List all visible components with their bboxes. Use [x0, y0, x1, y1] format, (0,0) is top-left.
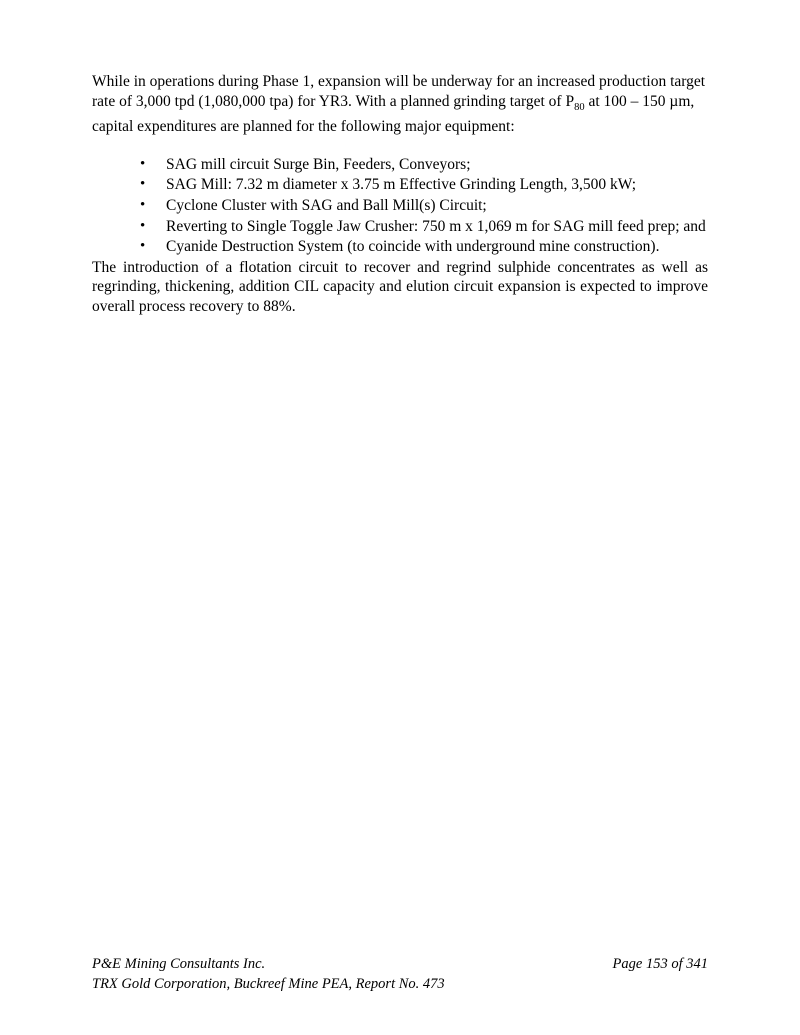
footer-report-reference: TRX Gold Corporation, Buckreef Mine PEA, Report No. 473: [92, 976, 445, 992]
footer-line-1: [92, 955, 708, 974]
footer-page-number: Page 153 of 341: [612, 956, 708, 972]
bullet-icon: •: [140, 217, 146, 234]
list-item: [92, 237, 708, 258]
bullet-icon: •: [140, 238, 146, 255]
intro-paragraph: [92, 72, 708, 137]
list-item-label: Cyanide Destruction System (to coincide with underground mine construction).: [166, 238, 660, 256]
page-footer: [92, 955, 708, 994]
footer-company: P&E Mining Consultants Inc.: [92, 956, 266, 972]
intro-paragraph-part2: at 100 – 150 µm, capital expenditures are planned for the following major equipment:: [92, 92, 695, 136]
list-item: [92, 175, 708, 196]
list-item-label: Reverting to Single Toggle Jaw Crusher: 750 m x 1,069 m for SAG mill feed prep; and: [166, 217, 706, 235]
list-item: [92, 155, 708, 176]
list-item: [92, 196, 708, 217]
equipment-list: [92, 155, 708, 258]
closing-paragraph: The introduction of a flotation circuit to recover and regrind sulphide concentrates as well as regrinding, thickening, addition CIL capacity and elution circuit expansion is expected to improve overall process recovery to 88%.: [92, 258, 708, 316]
bullet-icon: •: [140, 197, 146, 214]
list-item: [92, 217, 708, 238]
bullet-icon: •: [140, 176, 146, 193]
intro-paragraph-part1: While in operations during Phase 1, expansion will be underway for an increased production target rate of 3,000 tpd (1,080,000 tpa) for YR3. With a planned grinding target of P: [92, 73, 706, 110]
list-item-label: SAG Mill: 7.32 m diameter x 3.75 m Effective Grinding Length, 3,500 kW;: [166, 176, 637, 194]
p80-subscript: 80: [574, 101, 585, 113]
footer-line-2: [92, 975, 708, 994]
bullet-icon: •: [140, 155, 146, 172]
page-content: [92, 72, 708, 317]
list-item-label: SAG mill circuit Surge Bin, Feeders, Conveyors;: [166, 155, 471, 173]
list-item-label: Cyclone Cluster with SAG and Ball Mill(s) Circuit;: [166, 197, 487, 215]
